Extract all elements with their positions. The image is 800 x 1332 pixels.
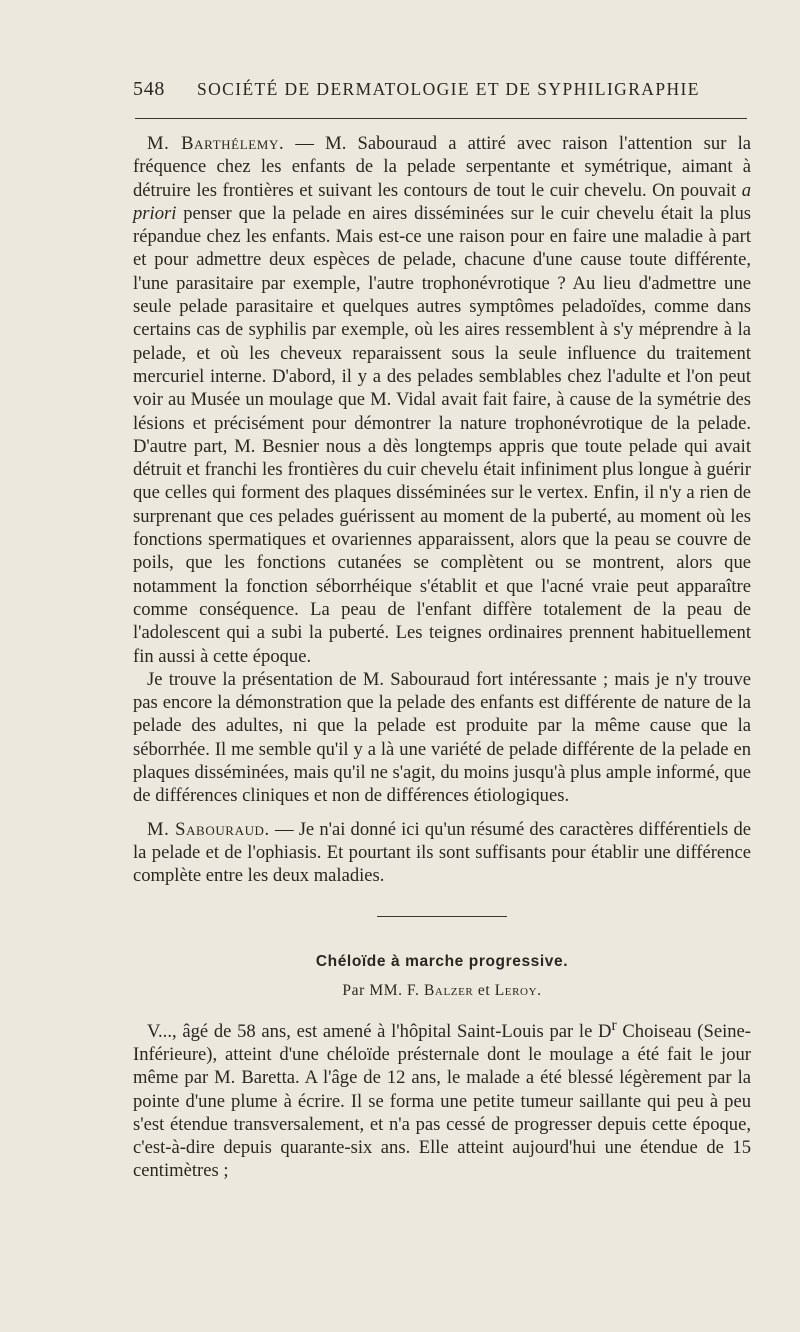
case-rest: Choiseau (Seine-Inférieure), atteint d'une chéloïde présternale dont le moulage a été fait le jour même par M. Baretta. A l'âge de 12 ans, le malade a été blessé légèrement par la pointe d'une plume à écrire. Il se forma une petite tumeur saillante qui peu à peu s'est étendue transversalement, et n'a pas cessé de progresser depuis cette époque, c'est-à-dire depuis quarante-six ans. Elle atteint aujourd'hui une étendue de 15 centimètres ; xyxy=(133,1020,751,1182)
section-divider xyxy=(377,916,507,917)
paragraph-barthelemy xyxy=(133,132,751,668)
byline xyxy=(133,982,751,1000)
byline-and: et xyxy=(473,981,495,999)
barthelemy-rest: penser que la pelade en aires disséminées sur le cuir chevelu était la plus répandue chez les enfants. Mais est-ce une raison pour en faire une maladie à part et pour admettre deux espèces de pelade, chacune d'une cause toute différente, l'une parasitaire par exemple, l'autre trophonévrotique ? Au lieu d'admettre une seule pelade parasitaire et quelques autres symptômes peladoïdes, comme dans certains cas de syphilis par exemple, où les aires ressemblent à s'y méprendre à la pelade, et où les cheveux reparaissent sous la seule influence du traitement mercuriel interne. D'abord, il y a des pelades semblables chez l'adulte et l'on peut voir au Musée un moulage que M. Vidal avait fait faire, à cause de la symétrie des lésions et précisément pour démontrer la nature trophonévrotique de la pelade. D'autre part, M. Besnier nous a dès longtemps appris que toute pelade qui avait détruit et franchi les frontières du cuir chevelu était infiniment plus longue à guérir que celles qui forment des plaques disséminées sur le vertex. Enfin, il n'y a rien de surprenant que ces pelades guérissent au moment de la puberté, au moment où les fonctions spermatiques et ovariennes apparaissent, alors que la peau se couvre de poils, que les fonctions cutanées se complètent ou se montrent, alors que notamment la fonction séborrhéique s'établit et que l'acné vraie peut apparaître comme conséquence. La peau de l'enfant diffère totalement de la peau de l'adolescent qui a subi la puberté. Les teignes ordinaires prennent habituellement fin aussi à cette époque. xyxy=(133,202,751,667)
paragraph-barthelemy-continued: Je trouve la présentation de M. Sabouraud fort intéressante ; mais je n'y trouve pas encore la démonstration que la pelade des enfants est différente de nature de la pelade des adultes, ni que la pelade est produite par la même cause que la séborrhée. Il me semble qu'il y a là une variété de pelade différente de la pelade en plaques disséminées, mais qu'il ne s'agit, du moins jusqu'à plus ample informé, que de différences cliniques et non de différences étiologiques. xyxy=(133,668,751,807)
barthelemy-lead: — M. Sabouraud a attiré avec raison l'attention sur la fréquence chez les enfants de la pelade serpentante et symétrique, aimant à détruire les frontières et suivant les contours de tout le cuir chevelu. On pouvait xyxy=(133,133,751,201)
header-rule xyxy=(135,118,747,119)
paragraph-case xyxy=(133,1014,751,1183)
byline-prefix: Par MM. F. xyxy=(342,981,424,999)
paragraph-sabouraud xyxy=(133,818,751,888)
book-page xyxy=(133,72,751,1183)
speaker-sabouraud: M. Sabouraud. xyxy=(147,818,270,840)
case-lead: V..., âgé de 58 ans, est amené à l'hôpital Saint-Louis par le D xyxy=(147,1020,612,1042)
page-number: 548 xyxy=(133,78,166,100)
running-title: SOCIÉTÉ DE DERMATOLOGIE ET DE SYPHILIGRAPHIE xyxy=(197,79,700,99)
author-balzer: Balzer xyxy=(423,981,474,999)
section-title: Chéloïde à marche progressive. xyxy=(315,952,569,970)
sabouraud-text: — Je n'ai donné ici qu'un résumé des caractères différentiels de la pelade et de l'ophiasis. Et pourtant ils sont suffisants pour établir une différence complète entre les deux maladies. xyxy=(133,818,751,887)
speaker-barthelemy: M. Barthélemy. xyxy=(147,133,285,154)
paragraph-gap xyxy=(133,808,751,818)
case-superscript: r xyxy=(611,1016,617,1034)
running-head xyxy=(133,72,751,106)
italic-phrase: a priori xyxy=(133,179,751,224)
author-leroy: Leroy. xyxy=(494,981,542,999)
